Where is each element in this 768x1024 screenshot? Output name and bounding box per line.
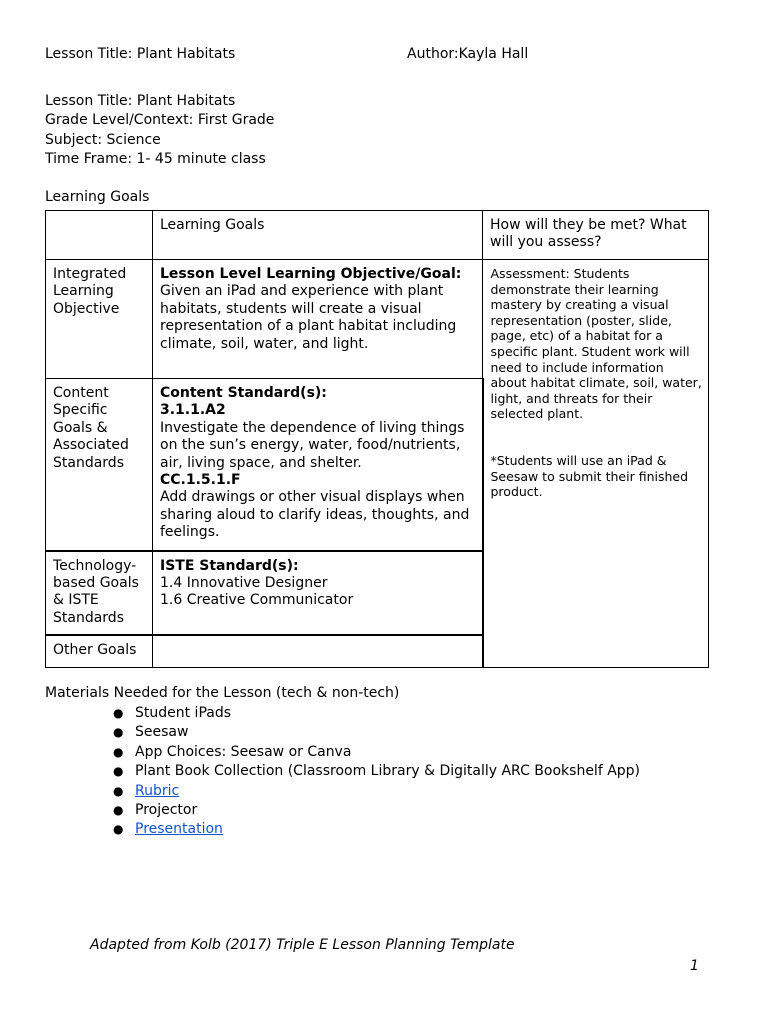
materials-list [113, 704, 640, 840]
lesson-meta [45, 92, 274, 170]
learning-goals-heading: Learning Goals [45, 189, 150, 205]
list-item: ● Seesaw [113, 723, 640, 742]
list-item: ● App Choices: Seesaw or Canva [113, 743, 640, 762]
content-standards-cell [153, 379, 483, 551]
bullet-icon: ● [113, 764, 124, 779]
table-header-empty-cell [46, 211, 153, 260]
table-header-row [46, 211, 709, 260]
assessment-note: *Students will use an iPad & Seesaw to submit their finished product. [490, 452, 689, 500]
presentation-link[interactable]: ● Presentation [113, 820, 640, 839]
iste-standards-heading: ISTE Standard(s): [160, 557, 299, 574]
other-goals-cell [153, 635, 483, 668]
standard-text: Investigate the dependence of living things on the sun’s energy, water, food/nutrients, air, living space, and shelter. [160, 419, 465, 471]
iste-standard-item: 1.6 Creative Communicator [160, 592, 354, 609]
row-label: Technology-based Goals & ISTE Standards [46, 551, 153, 635]
meta-grade-level: Grade Level/Context: First Grade [45, 112, 275, 129]
list-item: ● Plant Book Collection (Classroom Library & Digitally ARC Bookshelf App) [113, 762, 640, 781]
table-header-learning-goals: Learning Goals [153, 211, 483, 260]
bullet-icon: ● [113, 706, 124, 720]
assessment-cell [483, 260, 709, 668]
assessment-text: Assessment: Students demonstrate their learning mastery by creating a visual representation (poster, slide, page, etc) of a habitat for a specific plant. Student work will need to include information about habitat climate, soil, water, light, and threats for their selected plant. [490, 266, 702, 422]
objective-text: Given an iPad and experience with plant habitats, students will create a visual representation of a plant habitat including climate, soil, water, and light. [160, 283, 457, 352]
row-label: Content Specific Goals & Associated Standards [46, 379, 153, 551]
list-item: ● Student iPads [113, 704, 640, 723]
table-row-integrated-objective [46, 260, 709, 379]
standard-code: 3.1.1.A2 [160, 402, 226, 419]
row-label: Other Goals [46, 635, 153, 668]
meta-subject: Subject: Science [45, 131, 161, 148]
meta-lesson-title: Lesson Title: Plant Habitats [45, 93, 236, 109]
footer-attribution: Adapted from Kolb (2017) Triple E Lesson Planning Template [90, 937, 515, 953]
rubric-link[interactable]: ● Rubric [113, 782, 640, 801]
materials-heading: Materials Needed for the Lesson (tech & non-tech) [45, 685, 400, 701]
objective-heading: Lesson Level Learning Objective/Goal: [160, 266, 462, 282]
bullet-icon: ● [113, 822, 124, 837]
bullet-icon: ● [113, 802, 124, 817]
table-header-assessment: How will they be met? What will you assess? [483, 211, 709, 260]
bullet-icon: ● [113, 725, 124, 740]
standard-code: CC.1.5.1.F [160, 472, 241, 489]
header-lesson-title: Lesson Title: Plant Habitats [45, 46, 236, 62]
content-standards-heading: Content Standard(s): [160, 385, 327, 401]
bullet-icon: ● [113, 783, 124, 798]
standard-text: Add drawings or other visual displays when sharing aloud to clarify ideas, thoughts, and feelings. [160, 489, 470, 541]
iste-standard-item: 1.4 Innovative Designer [160, 574, 328, 591]
row-label: Integrated Learning Objective [46, 260, 153, 379]
page-number: 1 [690, 958, 699, 974]
iste-standards-cell [153, 551, 483, 635]
meta-time-frame: Time Frame: 1- 45 minute class [45, 151, 266, 168]
list-item: ● Projector [113, 801, 640, 820]
assessment-spacer [491, 422, 703, 453]
bullet-icon: ● [113, 744, 124, 759]
objective-cell [153, 260, 483, 379]
learning-goals-table [45, 210, 709, 668]
header-author: Author:Kayla Hall [407, 46, 529, 62]
